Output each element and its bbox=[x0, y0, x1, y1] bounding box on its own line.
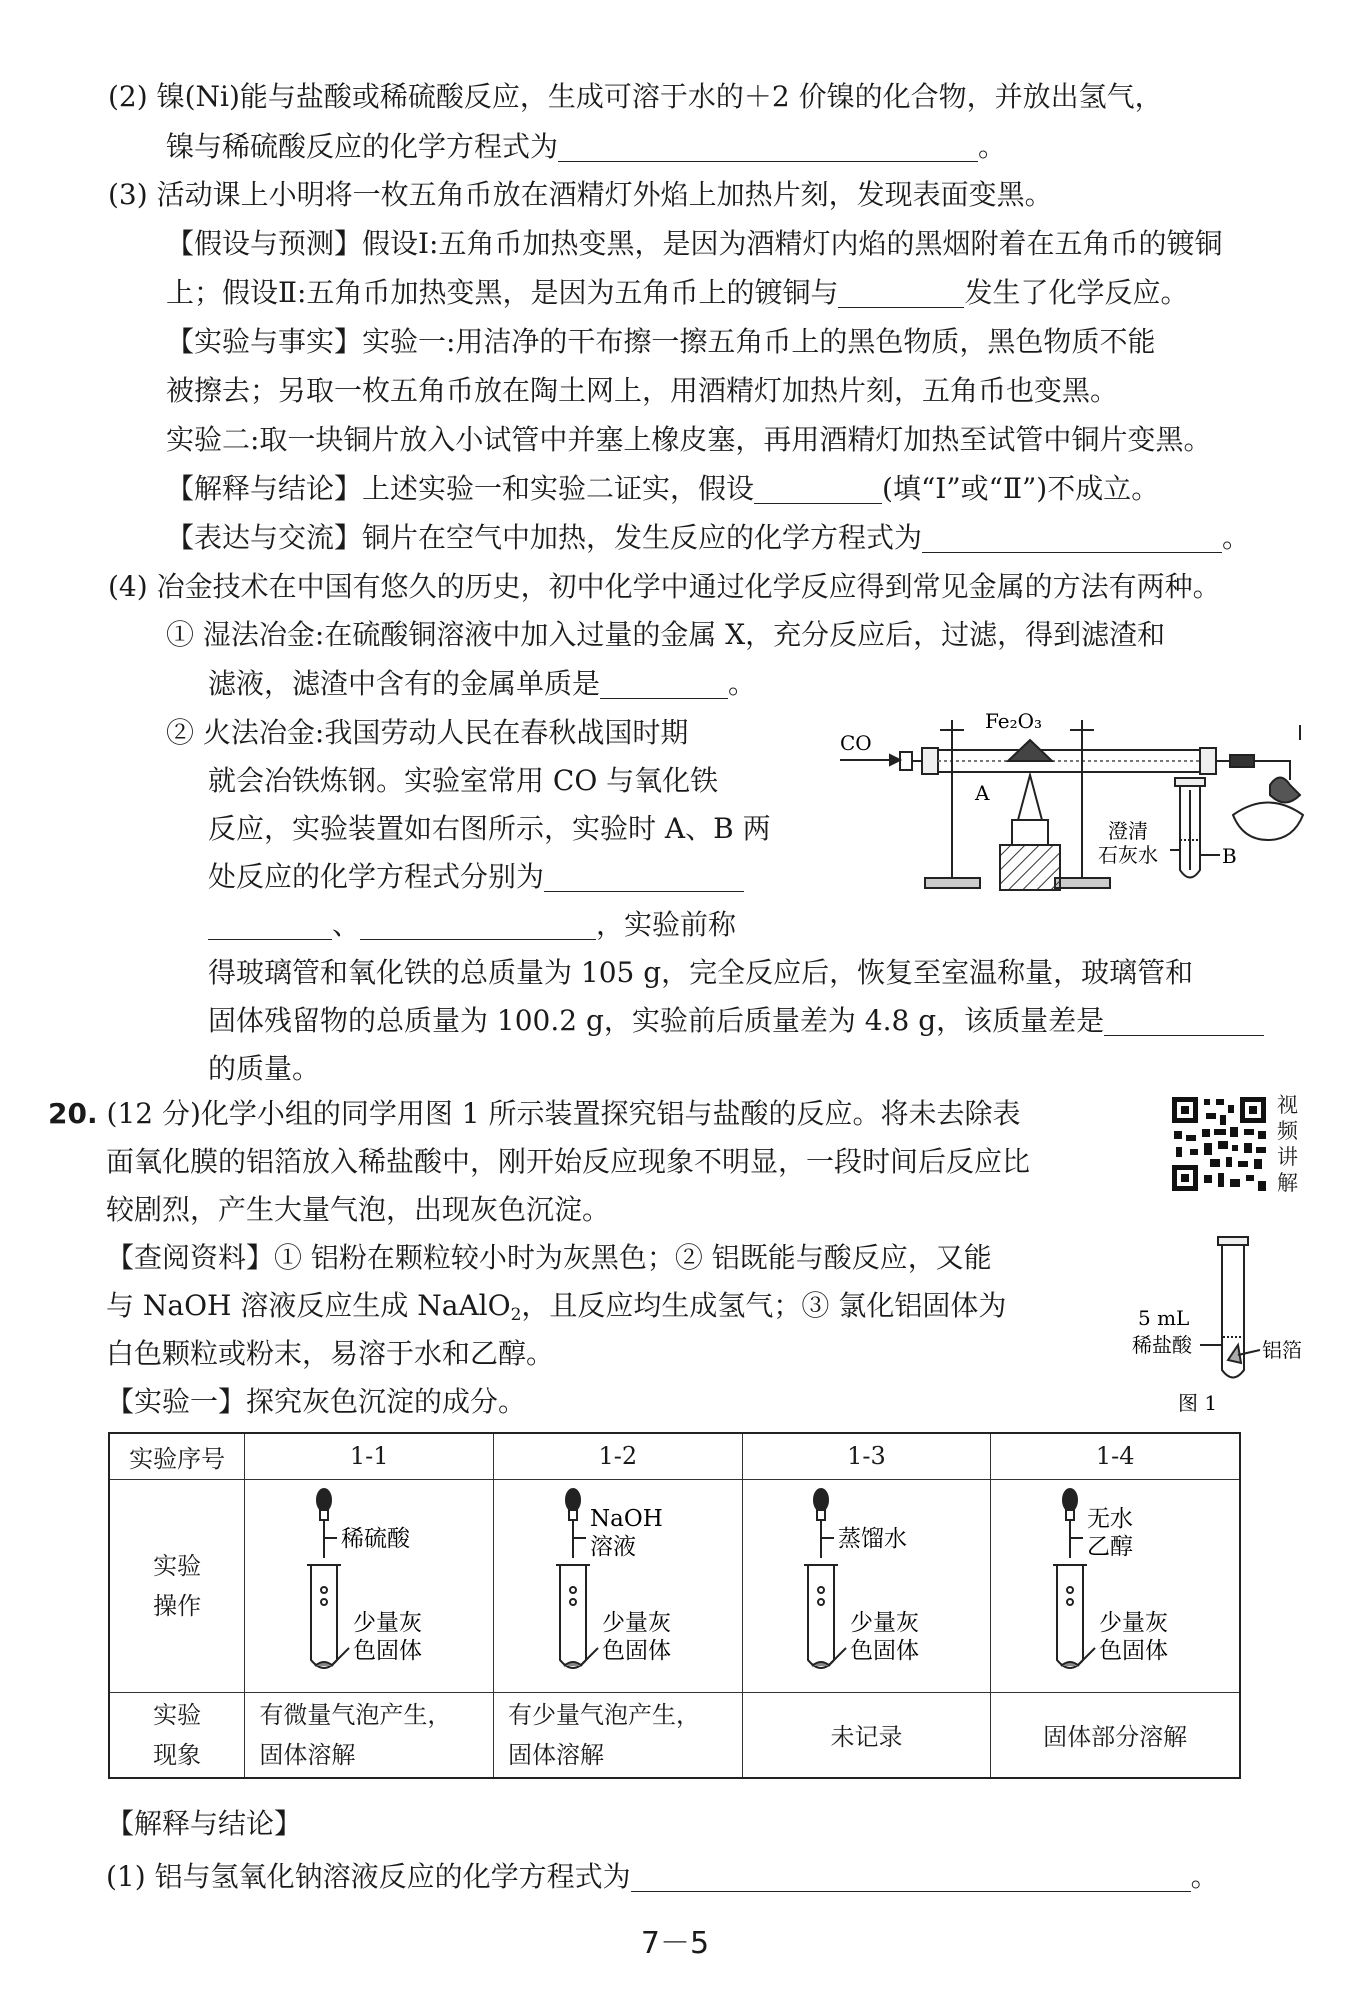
reagent-label: 稀硫酸 bbox=[341, 1526, 411, 1552]
reagent-label: 蒸馏水 bbox=[838, 1526, 908, 1552]
co-apparatus-figure bbox=[830, 700, 1310, 915]
q19-fire-1: ② 火法冶金:我国劳动人民在春秋战国时期 bbox=[166, 716, 689, 749]
q19-p3-line1: (3) 活动课上小明将一枚五角币放在酒精灯外焰上加热片刻，发现表面变黑。 bbox=[108, 178, 1053, 211]
page-number: 7－5 bbox=[640, 1926, 710, 1961]
q20-ref-1: 【查阅资料】① 铝粉在颗粒较小时为灰黑色；② 铝既能与酸反应，又能 bbox=[106, 1241, 992, 1274]
point-b-label: B bbox=[1222, 844, 1237, 868]
q19-express: 【表达与交流】铜片在空气中加热，发生反应的化学方程式为 。 bbox=[166, 521, 1251, 554]
dropper-tube-drawing bbox=[498, 1480, 738, 1685]
q20-exp1-heading: 【实验一】探究灰色沉淀的成分。 bbox=[106, 1385, 527, 1418]
table-row-operation bbox=[109, 1479, 1240, 1692]
q19-hyp-2 bbox=[166, 276, 1188, 310]
fig1-acid: 稀盐酸 bbox=[1132, 1333, 1192, 1357]
solid-label: 少量灰 bbox=[1099, 1610, 1169, 1636]
q19-fire-4 bbox=[208, 860, 744, 894]
q19-con-b: (填“Ⅰ”或“Ⅱ”)不成立。 bbox=[882, 472, 1160, 505]
q19-p2-text: 镍与稀硫酸反应的化学方程式为 bbox=[166, 130, 559, 163]
point-a-label: A bbox=[975, 781, 990, 805]
row-label-observation: 实验现象 bbox=[109, 1692, 245, 1778]
solid-label: 色固体 bbox=[1099, 1638, 1169, 1664]
q20-ref-2-sub: 2 bbox=[510, 1305, 522, 1325]
qr-code-icon[interactable] bbox=[1170, 1095, 1268, 1193]
fig1-caption: 图 1 bbox=[1178, 1391, 1218, 1415]
fig1-volume: 5 mL bbox=[1138, 1306, 1190, 1330]
limewater-label-1: 澄清 bbox=[1108, 819, 1148, 843]
reagent-label: NaOH bbox=[589, 1506, 663, 1532]
q20-line1-text: (12 分)化学小组的同学用图 1 所示装置探究铝与盐酸的反应。将未去除表 bbox=[106, 1097, 1021, 1130]
q19-conclusion bbox=[166, 472, 1159, 506]
answer-blank[interactable] bbox=[544, 865, 744, 892]
solid-label: 色固体 bbox=[601, 1638, 671, 1664]
co-label: CO bbox=[840, 731, 872, 755]
answer-blank[interactable] bbox=[208, 913, 332, 940]
figure-1-test-tube bbox=[1130, 1235, 1310, 1425]
q19-wet-2-text: 滤液，滤渣中含有的金属单质是 bbox=[208, 667, 601, 700]
q19-exp-1: 【实验与事实】实验一:用洁净的干布擦一擦五角币上的黑色物质，黑色物质不能 bbox=[166, 325, 1156, 358]
q20-ref-2 bbox=[106, 1289, 1006, 1323]
q19-fire-4-text: 处反应的化学方程式分别为 bbox=[208, 860, 545, 893]
answer-blank[interactable] bbox=[631, 1865, 1191, 1892]
q20-line3: 较剧烈，产生大量气泡，出现灰色沉淀。 bbox=[106, 1193, 611, 1226]
solid-label: 色固体 bbox=[850, 1638, 920, 1664]
operation-cell bbox=[991, 1479, 1240, 1692]
q19-fire-5-text: ，实验前称 bbox=[596, 908, 737, 941]
header-col-2: 1-2 bbox=[493, 1433, 742, 1479]
answer-blank[interactable] bbox=[600, 672, 728, 699]
answer-blank[interactable] bbox=[1104, 1009, 1264, 1036]
q19-fire-6: 得玻璃管和氧化铁的总质量为 105 g，完全反应后，恢复至室温称量，玻璃管和 bbox=[208, 956, 1194, 989]
header-col-4: 1-4 bbox=[991, 1433, 1240, 1479]
operation-cell bbox=[493, 1479, 742, 1692]
q19-fire-5: 、 ，实验前称 bbox=[208, 908, 736, 942]
solid-label: 少量灰 bbox=[850, 1610, 920, 1636]
q20-ref-2b: ，且反应均生成氢气；③ 氯化铝固体为 bbox=[521, 1289, 1007, 1322]
dropper-tube-drawing bbox=[249, 1480, 489, 1685]
observation-cell: 未记录 bbox=[742, 1692, 991, 1778]
reagent-label: 溶液 bbox=[589, 1534, 636, 1560]
q20-c1: (1) 铝与氢氧化钠溶液反应的化学方程式为 。 bbox=[106, 1860, 1219, 1893]
q19-wet-1: ① 湿法冶金:在硫酸铜溶液中加入过量的金属 X，充分反应后，过滤，得到滤渣和 bbox=[166, 618, 1166, 651]
observation-cell: 有微量气泡产生， 固体溶解 bbox=[245, 1692, 494, 1778]
q20-line1 bbox=[48, 1097, 1021, 1131]
q19-fire-3: 反应，实验装置如右图所示，实验时 A、B 两 bbox=[208, 812, 771, 845]
answer-blank[interactable] bbox=[838, 281, 964, 308]
q20-c1-text: (1) 铝与氢氧化钠溶液反应的化学方程式为 bbox=[106, 1860, 631, 1893]
row-label-operation: 实验操作 bbox=[109, 1479, 245, 1692]
table-row-observation bbox=[109, 1692, 1240, 1778]
q19-p2-line1: (2) 镍(Ni)能与盐酸或稀硫酸反应，生成可溶于水的＋2 价镍的化合物，并放出氢气， bbox=[108, 80, 1163, 113]
q19-p2-line2: 镍与稀硫酸反应的化学方程式为 。 bbox=[166, 130, 1007, 163]
answer-blank[interactable] bbox=[360, 913, 596, 940]
limewater-label-2: 石灰水 bbox=[1098, 843, 1158, 867]
header-seq: 实验序号 bbox=[109, 1433, 245, 1479]
q19-wet-2: 滤液，滤渣中含有的金属单质是 。 bbox=[208, 667, 757, 700]
solid-label: 少量灰 bbox=[601, 1610, 671, 1636]
observation-cell: 有少量气泡产生， 固体溶解 bbox=[493, 1692, 742, 1778]
table-header-row bbox=[109, 1433, 1240, 1479]
q20-number: 20. bbox=[48, 1097, 98, 1130]
reagent-label: 乙醇 bbox=[1087, 1534, 1134, 1560]
solid-label: 色固体 bbox=[353, 1638, 423, 1664]
q19-con-a: 【解释与结论】上述实验一和实验二证实，假设 bbox=[166, 472, 755, 505]
experiment-table bbox=[108, 1432, 1241, 1779]
dropper-tube-drawing bbox=[746, 1480, 986, 1685]
header-col-1: 1-1 bbox=[245, 1433, 494, 1479]
q19-fire-7-text: 固体残留物的总质量为 100.2 g，实验前后质量差为 4.8 g，该质量差是 bbox=[208, 1004, 1105, 1037]
q19-fire-7 bbox=[208, 1004, 1264, 1038]
fe2o3-label: Fe₂O₃ bbox=[985, 709, 1043, 733]
q19-exp-2: 被擦去；另取一枚五角币放在陶土网上，用酒精灯加热片刻，五角币也变黑。 bbox=[166, 374, 1119, 407]
answer-blank[interactable] bbox=[558, 135, 978, 162]
solid-label: 少量灰 bbox=[353, 1610, 423, 1636]
q20-conclusion-heading: 【解释与结论】 bbox=[106, 1807, 303, 1840]
answer-blank[interactable] bbox=[754, 477, 882, 504]
q19-fire-8: 的质量。 bbox=[208, 1052, 321, 1085]
q19-hyp-2a: 上；假设Ⅱ:五角币加热变黑，是因为五角币上的镀铜与 bbox=[166, 276, 839, 309]
q19-p4-line1: (4) 冶金技术在中国有悠久的历史，初中化学中通过化学反应得到常见金属的方法有两种。 bbox=[108, 570, 1221, 603]
reagent-label: 无水 bbox=[1087, 1506, 1134, 1532]
q20-ref-2a: 与 NaOH 溶液反应生成 NaAlO bbox=[106, 1289, 511, 1322]
header-col-3: 1-3 bbox=[742, 1433, 991, 1479]
qr-video-label: 视频讲解 bbox=[1277, 1093, 1298, 1195]
fig1-foil: 铝箔 bbox=[1262, 1338, 1302, 1362]
q19-hyp-1: 【假设与预测】假设Ⅰ:五角币加热变黑，是因为酒精灯内焰的黑烟附着在五角币的镀铜 bbox=[166, 227, 1223, 260]
operation-cell bbox=[742, 1479, 991, 1692]
q19-exp-3: 实验二:取一块铜片放入小试管中并塞上橡皮塞，再用酒精灯加热至试管中铜片变黑。 bbox=[166, 423, 1212, 456]
dropper-tube-drawing bbox=[995, 1480, 1235, 1685]
operation-cell bbox=[245, 1479, 494, 1692]
q20-line2: 面氧化膜的铝箔放入稀盐酸中，刚开始反应现象不明显，一段时间后反应比 bbox=[106, 1145, 1031, 1178]
q19-fire-2: 就会冶铁炼钢。实验室常用 CO 与氧化铁 bbox=[208, 764, 719, 797]
observation-cell: 固体部分溶解 bbox=[991, 1692, 1240, 1778]
q19-ex-text: 【表达与交流】铜片在空气中加热，发生反应的化学方程式为 bbox=[166, 521, 923, 554]
answer-blank[interactable] bbox=[922, 526, 1222, 553]
q19-hyp-2b: 发生了化学反应。 bbox=[964, 276, 1189, 309]
q20-ref-3: 白色颗粒或粉末，易溶于水和乙醇。 bbox=[106, 1337, 555, 1370]
